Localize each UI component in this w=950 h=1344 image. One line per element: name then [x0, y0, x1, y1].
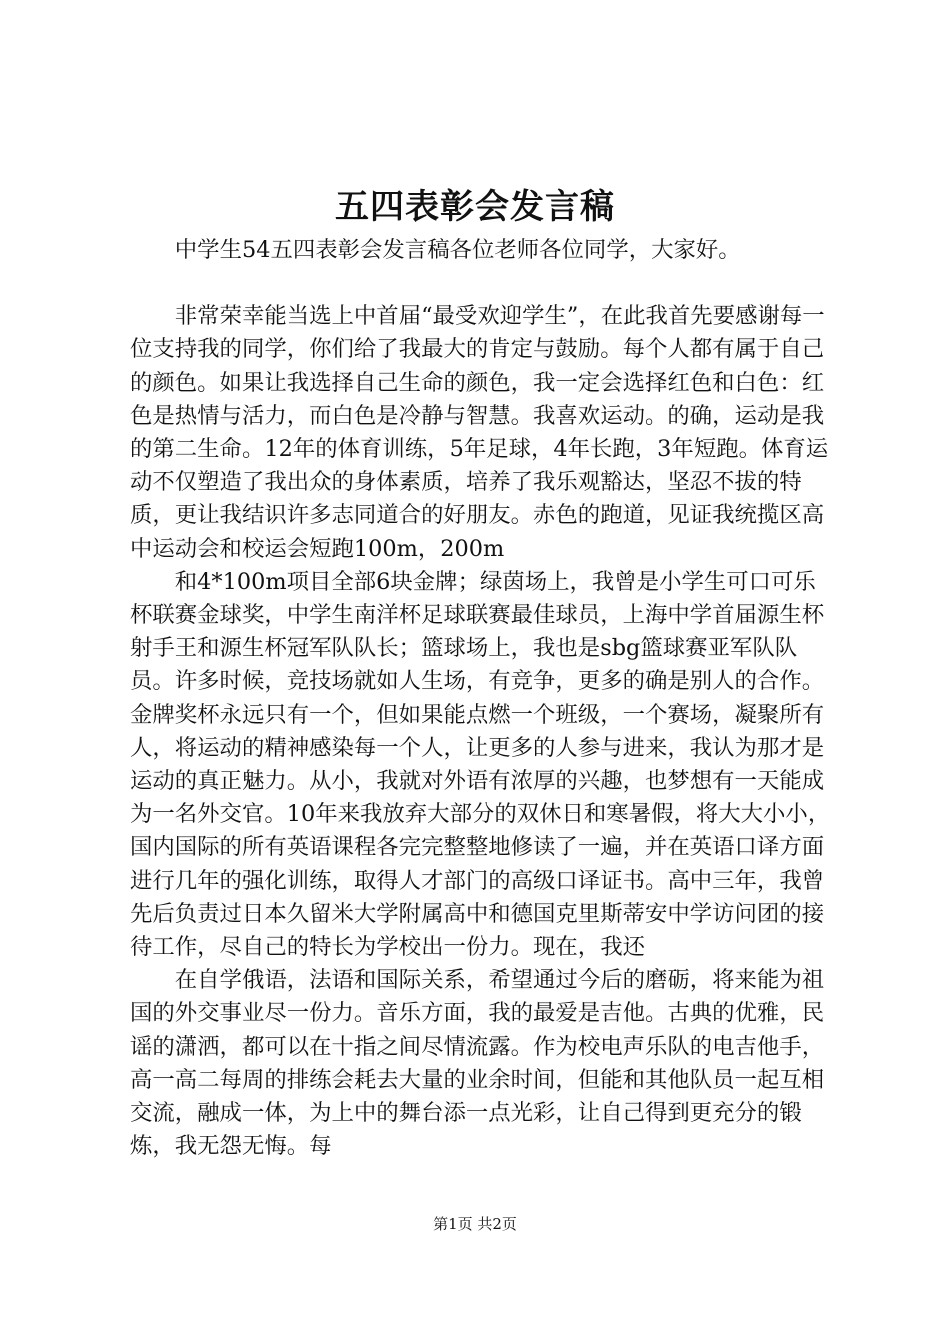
body-paragraph-1: 非常荣幸能当选上中首届“最受欢迎学生”，在此我首先要感谢每一位支持我的同学，你们给了我最大的肯定与鼓励。每个人都有属于自己的颜色。如果让我选择自己生命的颜色，我一定会选择红色和白色：红色是热情与活力，而白色是冷静与智慧。我喜欢运动。的确，运动是我的第二生命。12年的体育训练，5年足球，4年长跑，3年短跑。体育运动不仅塑造了我出众的身体素质，培养了我乐观豁达，坚忍不拔的特质，更让我结识许多志同道合的好朋友。赤色的跑道，见证我统揽区高中运动会和校运会短跑100m，200m: [130, 303, 829, 562]
greeting-paragraph: 中学生54五四表彰会发言稿各位老师各位同学，大家好。: [174, 237, 741, 263]
document-title: 五四表彰会发言稿: [335, 187, 615, 227]
body-paragraph-2: 和4*100m项目全部6块金牌；绿茵场上，我曾是小学生可口可乐杯联赛金球奖，中学生南洋杯足球联赛最佳球员，上海中学首届源生杯射手王和源生杯冠军队队长；篮球场上，我也是sbg篮球赛亚军队队员。许多时候，竞技场就如人生场，有竞争，更多的确是别人的合作。金牌奖杯永远只有一个，但如果能点燃一个班级，一个赛场，凝聚所有人，将运动的精神感染每一个人，让更多的人参与进来，我认为那才是运动的真正魅力。从小，我就对外语有浓厚的兴趣，也梦想有一天能成为一名外交官。10年来我放弃大部分的双休日和寒暑假，将大大小小，国内国际的所有英语课程各完完整整地修读了一遍，并在英语口译方面进行几年的强化训练，取得人才部门的高级口译证书。高中三年，我曾先后负责过日本久留米大学附属高中和德国克里斯蒂安中学访问团的接待工作，尽自己的特长为学校出一份力。现在，我还: [130, 568, 831, 961]
document-body: [130, 234, 835, 1163]
page-number-footer: 第1页 共2页: [433, 1215, 517, 1233]
body-paragraph-3: 在自学俄语，法语和国际关系，希望通过今后的磨砺，将来能为祖国的外交事业尽一份力。音乐方面，我的最爱是吉他。古典的优雅，民谣的潇洒，都可以在十指之间尽情流露。作为校电声乐队的电吉他手，高一高二每周的排练会耗去大量的业余时间，但能和其他队员一起互相交流，融成一体，为上中的舞台添一点光彩，让自己得到更充分的锻炼，我无怨无悔。每: [130, 967, 825, 1160]
